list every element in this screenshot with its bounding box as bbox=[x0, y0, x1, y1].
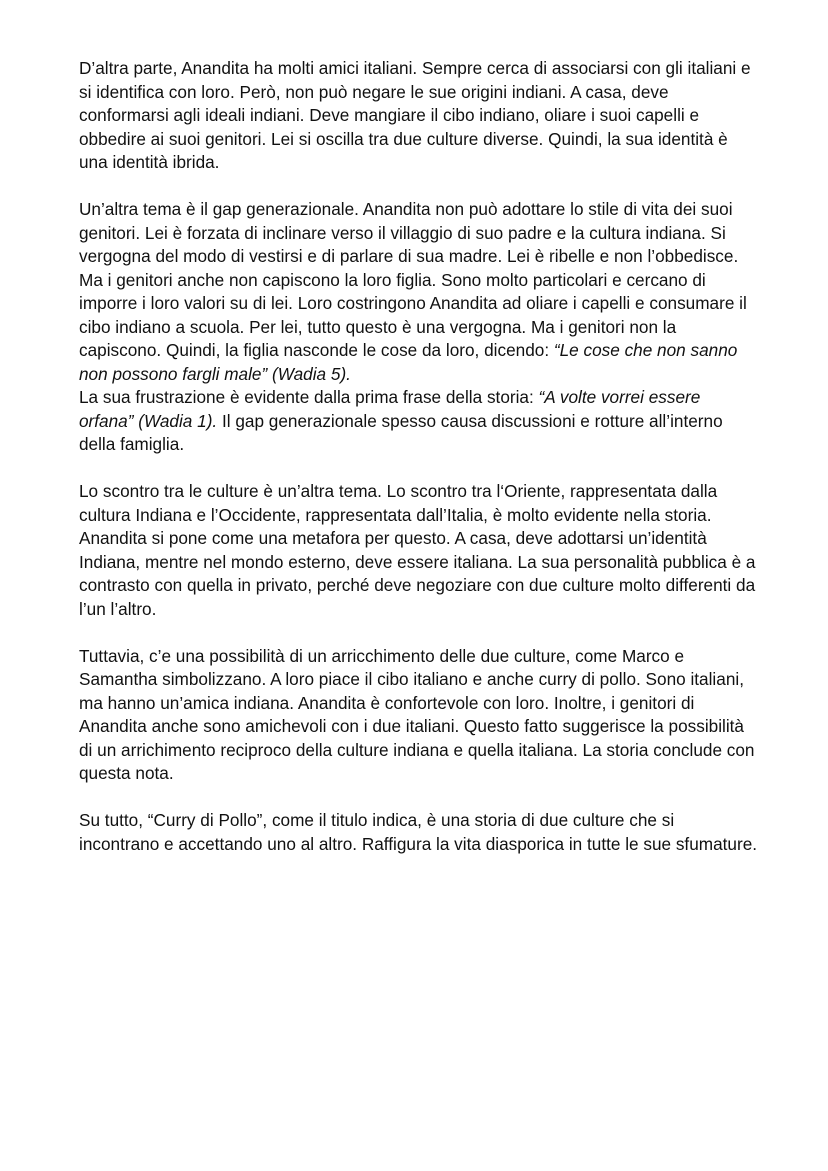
paragraph-text: La sua frustrazione è evidente dalla prima frase della storia: bbox=[79, 387, 539, 407]
document-page bbox=[79, 57, 759, 856]
paragraph-culture-clash: Lo scontro tra le culture è un’altra tema. Lo scontro tra l‘Oriente, rappresentata dalla cultura Indiana e l’Occidente, rappresentata dall’Italia, è molto evidente nella storia. Anandita si pone come una metafora per questo. A casa, deve adottarsi un’identità Indiana, mentre nel mondo esterno, deve essere italiana. La sua personalità pubblica è a contrasto con quella in privato, perché deve negoziare con due culture molto differenti da l’un l’altro. bbox=[79, 481, 756, 619]
paragraph-conclusion: Su tutto, “Curry di Pollo”, come il titulo indica, è una storia di due culture che si incontrano e accettando uno al altro. Raffigura la vita diasporica in tutte le sue sfumature. bbox=[79, 810, 758, 854]
paragraph-generational-gap bbox=[79, 198, 759, 386]
paragraph-text: Un’altra tema è il gap generazionale. Anandita non può adottare lo stile di vita dei suoi genitori. Lei è forzata di inclinare verso il villaggio di suo padre e la cultura indiana. Si vergogna del modo di vestirsi e di parlare di sua madre. Lei è ribelle e non l’obbedisce. Ma i genitori anche non capiscono la loro figlia. Sono molto particolari e cercano di imporre i loro valori su di lei. Loro costringono Anandita ad oliare i capelli e consumare il cibo indiano a scuola. Per lei, tutto questo è una vergogna. Ma i genitori non la capiscono. Quindi, la figlia nasconde le cose da loro, dicendo: bbox=[79, 199, 747, 360]
paragraph-text: Il gap generazionale spesso causa discussioni e rotture all’interno della famiglia. bbox=[79, 410, 723, 454]
paragraph-spacer bbox=[79, 457, 759, 481]
paragraph-spacer bbox=[79, 621, 759, 645]
paragraph-spacer bbox=[79, 786, 759, 810]
paragraph-spacer bbox=[79, 175, 759, 199]
paragraph-frustration bbox=[79, 386, 759, 457]
quote-wadia-1: “A volte vorrei essere orfana” (Wadia 1). bbox=[79, 387, 701, 431]
paragraph-enrichment: Tuttavia, c’e una possibilità di un arricchimento delle due culture, come Marco e Samantha simbolizzano. A loro piace il cibo italiano e anche curry di pollo. Sono italiani, ma hanno un’amica indiana. Anandita è confortevole con loro. Inoltre, i genitori di Anandita anche sono amichevoli con i due italiani. Questo fatto suggerisce la possibilità di un arrichimento reciproco della culture indiana e quella italiana. La storia conclude con questa nota. bbox=[79, 645, 755, 783]
paragraph-hybrid-identity: D’altra parte, Anandita ha molti amici italiani. Sempre cerca di associarsi con gli italiani e si identifica con loro. Però, non può negare le sue origini indiani. A casa, deve conformarsi agli ideali indiani. Deve mangiare il cibo indiano, oliare i suoi capelli e obbedire ai suoi genitori. Lei si oscilla tra due culture diverse. Quindi, la sua identità è una identità ibrida. bbox=[79, 58, 751, 172]
quote-wadia-5: “Le cose che non sanno non possono fargli male” (Wadia 5). bbox=[79, 340, 738, 384]
